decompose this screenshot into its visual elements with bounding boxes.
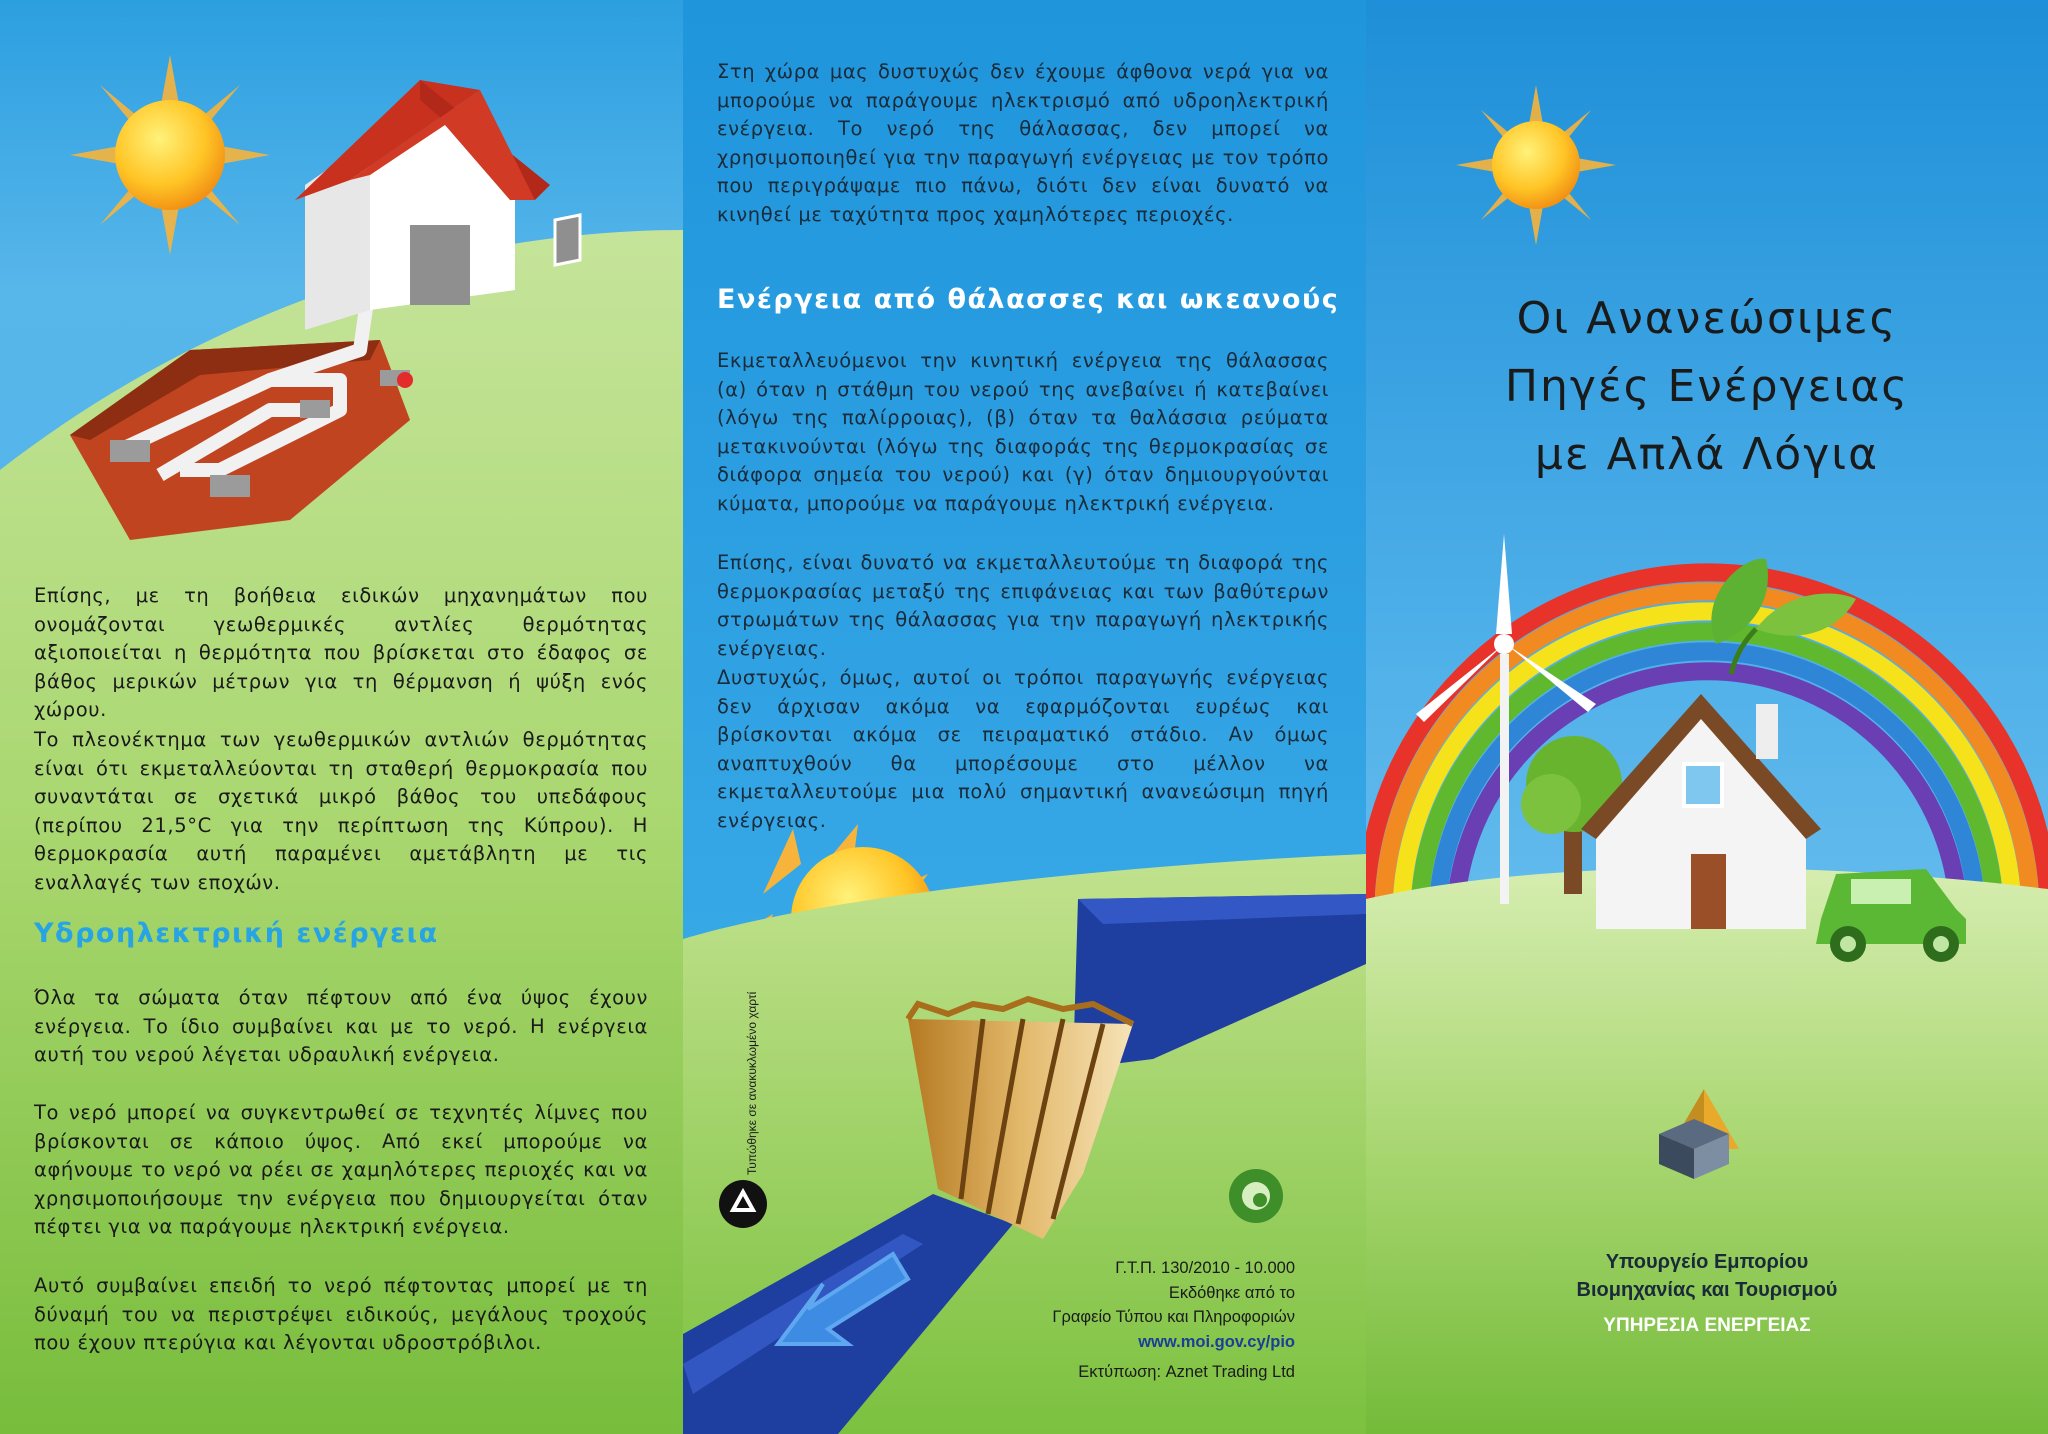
pio-link[interactable]: www.moi.gov.cy/pio	[1138, 1332, 1295, 1351]
sea-heading: Ενέργεια από θάλασσες και ωκεανούς	[717, 284, 1340, 315]
hydro-paragraph-2: Το νερό μπορεί να συγκεντρωθεί σε τεχνητές λίμνες που βρίσκονται σε κάποιο ύψος. Από εκεί μπορούμε να αφήνουμε το νερό να ρέει σε χαμηλότερες περιοχές και να χρησιμοποιήσουμε την ενέργεια που δημιουργείται όταν πέφτει για να παράγουμε ηλεκτρική ενέργεια.	[34, 1101, 648, 1239]
imprint-issued: Εκδόθηκε από το	[1168, 1283, 1295, 1302]
imprint-printer: Εκτύπωση: Aznet Trading Ltd	[1078, 1363, 1295, 1381]
geothermal-paragraph-2: Το πλεονέκτημα των γεωθερμικών αντλιών θερμότητας είναι ότι εκμεταλλεύονται τη σταθερή θερμοκρασία που συναντάται σε σχετικά μικρό βάθος του υπεδάφους (περίπου 21,5°C για την περίπτωση της Κύπρου). Η θερμοκρασία αυτή παραμένει αμετάβλητη με τις εναλλαγές των εποχών.	[34, 728, 648, 894]
imprint-code: Γ.Τ.Π. 130/2010 - 10.000	[1115, 1259, 1295, 1277]
energy-service-label: ΥΠΗΡΕΣΙΑ ΕΝΕΡΓΕΙΑΣ	[1603, 1315, 1811, 1336]
panel-left	[0, 0, 683, 1434]
panel-middle	[683, 0, 1366, 1434]
title-line-2: Πηγές Ενέργειας	[1504, 361, 1910, 412]
recycled-paper-note: Τυπώθηκε σε ανακυκλωμένο χαρτί	[745, 991, 759, 1175]
imprint-block	[983, 1256, 1295, 1385]
sea-paragraph-2: Επίσης, είναι δυνατό να εκμεταλλευτούμε τη διαφορά της θερμοκρασίας μεταξύ της επιφάνειας και των βαθύτερων στρωμάτων της θάλασσας για την παραγωγή ηλεκτρικής ενέργειας.	[717, 551, 1329, 660]
sea-intro-paragraph: Στη χώρα μας δυστυχώς δεν έχουμε άφθονα νερά για να μπορούμε να παράγουμε ηλεκτρισμό από υδροηλεκτρική ενέργεια. Το νερό της θάλασσας, δεν μπορεί να χρησιμοποιηθεί για την παραγωγή ενέργειας με τον τρόπο που περιγράψαμε πιο πάνω, διότι δεν είναι δυνατό να κινηθεί με ταχύτητα προς χαμηλότερες περιοχές.	[717, 60, 1329, 226]
imprint-office: Γραφείο Τύπου και Πληροφοριών	[1052, 1308, 1295, 1326]
hydro-heading: Υδροηλεκτρική ενέργεια	[34, 918, 439, 949]
title-line-1: Οι Ανανεώσιμες	[1516, 293, 1898, 344]
geothermal-house-illustration	[70, 80, 630, 540]
recycle-icon	[719, 1180, 767, 1228]
sea-paragraph-3: Δυστυχώς, όμως, αυτοί οι τρόποι παραγωγής ενέργειας δεν άρχισαν ακόμα να εφαρμόζονται ευρέως και βρίσκονται ακόμα σε πειραματικό στάδιο. Αν όμως αναπτυχθούν θα μπορέσουμε στο μέλλον να εκμεταλλευτούμε μια πολύ σημαντική ανανεώσιμη πηγή ενέργειας.	[717, 666, 1329, 832]
sea-paragraph-1: Εκμεταλλευόμενοι την κινητική ενέργεια της θάλασσας (α) όταν η στάθμη του νερού της ανεβαίνει ή κατεβαίνει (λόγω της παλίρροιας), (β) όταν τα θαλάσσια ρεύματα μετακινούνται (λόγω της διαφοράς της θερμοκρασίας σε διάφορα σημεία του νερού) και (γ) όταν δημιουργούνται κύματα, μπορούμε να παράγουμε ηλεκτρική ενέργεια.	[717, 349, 1329, 515]
geothermal-paragraph-1: Επίσης, με τη βοήθεια ειδικών μηχανημάτων που ονομάζονται γεωθερμικές αντλίες θερμότητας αξιοποιείται η θερμότητα που βρίσκεται στο έδαφος σε βάθος μερικών μέτρων για τη θέρμανση ή ψύξη ενός χώρου.	[34, 584, 648, 722]
brochure-title	[1366, 285, 2048, 489]
hydro-paragraph-3: Αυτό συμβαίνει επειδή το νερό πέφτοντας μπορεί με τη δύναμή του να περιστρέψει ειδικούς, μεγάλους τροχούς που έχουν πτερύγια και λέγονται υδροστρόβιλοι.	[34, 1274, 648, 1355]
ministry-line-1: Υπουργείο Εμπορίου	[1605, 1251, 1809, 1273]
panel-right	[1366, 0, 2048, 1434]
sun-illustration	[1456, 85, 1616, 245]
ministry-line-2: Βιομηχανίας και Τουρισμού	[1576, 1279, 1838, 1301]
title-line-3: με Απλά Λόγια	[1534, 429, 1880, 480]
ministry-name	[1366, 1248, 2048, 1340]
hydro-paragraph-1: Όλα τα σώματα όταν πέφτουν από ένα ύψος έχουν ενέργεια. Το ίδιο συμβαίνει και με το νερό. Η ενέργεια αυτή του νερού λέγεται υδραυλική ενέργεια.	[34, 986, 648, 1067]
